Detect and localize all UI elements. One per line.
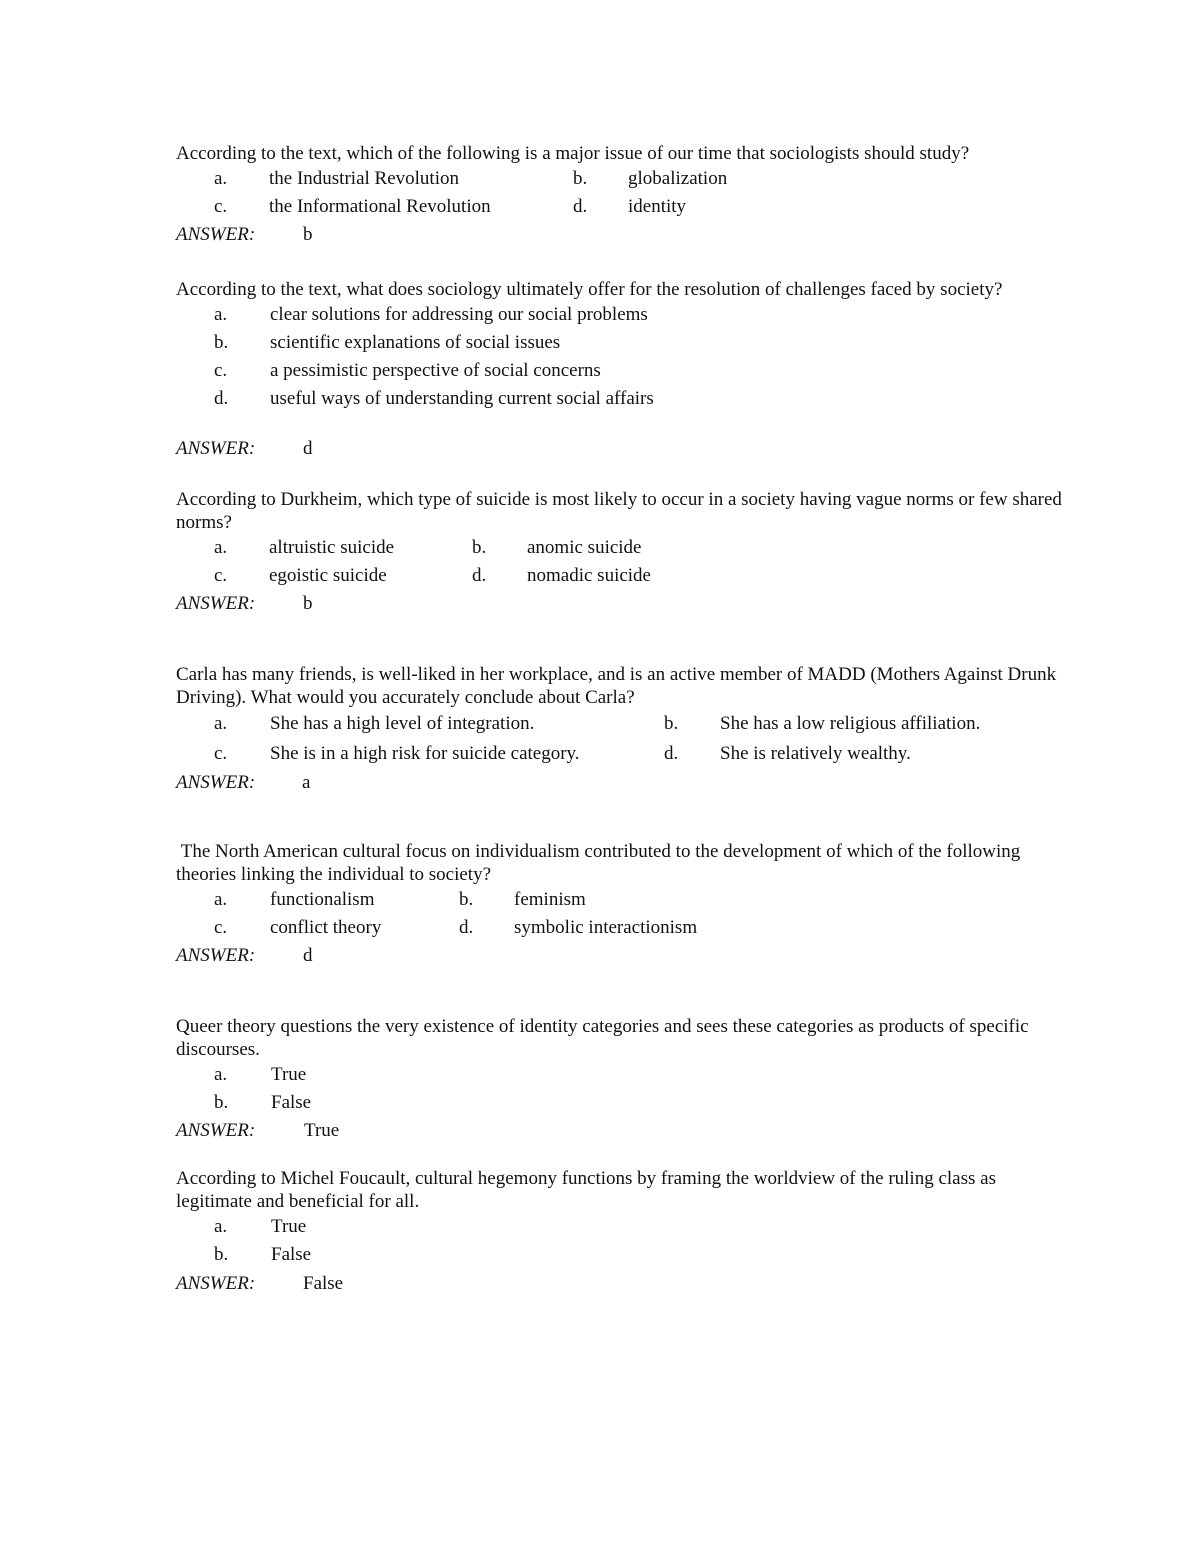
- answer-value: False: [303, 1273, 344, 1294]
- question-1: [176, 142, 1066, 249]
- option-text: symbolic interactionism: [514, 917, 698, 938]
- option-text: She is in a high risk for suicide category.: [270, 743, 580, 764]
- option-letter: a.: [214, 537, 228, 558]
- option-row: [176, 562, 1066, 590]
- option-row: [176, 357, 1066, 385]
- option-text: conflict theory: [270, 917, 382, 938]
- answer-value: True: [304, 1120, 340, 1141]
- option-letter: c.: [214, 360, 228, 381]
- option-letter: a.: [214, 713, 228, 734]
- question-3: [176, 488, 1066, 618]
- option-letter: b.: [214, 1244, 229, 1265]
- answer-line: [176, 1269, 1066, 1299]
- option-letter: a.: [214, 304, 228, 325]
- answer-label: ANSWER:: [176, 945, 256, 966]
- question-stem: Carla has many friends, is well-liked in her workplace, and is an active member of MADD (Mothers Against Drunk Driving). What would you accurately conclude about Carla?: [176, 664, 1057, 708]
- option-row: [176, 301, 1066, 329]
- option-row: [176, 165, 1066, 193]
- option-text: False: [271, 1244, 312, 1265]
- option-text: feminism: [514, 889, 586, 910]
- option-text: scientific explanations of social issues: [270, 332, 561, 353]
- option-letter: c.: [214, 743, 228, 764]
- question-stem: According to the text, what does sociology ultimately offer for the resolution of challenges faced by society?: [176, 279, 1003, 300]
- option-row: [176, 739, 1066, 769]
- option-row: [176, 329, 1066, 357]
- option-letter: d.: [573, 196, 588, 217]
- option-letter: c.: [214, 565, 228, 586]
- question-stem: Queer theory questions the very existence of identity categories and sees these categories as products of specific discourses.: [176, 1016, 1029, 1060]
- option-row: [176, 534, 1066, 562]
- option-letter: d.: [664, 743, 679, 764]
- option-row: [176, 709, 1066, 739]
- answer-line: [176, 1117, 1066, 1145]
- option-letter: a.: [214, 1216, 228, 1237]
- option-letter: b.: [214, 332, 229, 353]
- question-stem: The North American cultural focus on individualism contributed to the development of which of the following theories linking the individual to society?: [176, 841, 1025, 885]
- option-text: She is relatively wealthy.: [720, 743, 911, 764]
- answer-line: [176, 590, 1066, 618]
- option-text: anomic suicide: [527, 537, 642, 558]
- question-stem: According to the text, which of the following is a major issue of our time that sociologists should study?: [176, 143, 970, 164]
- answer-value: d: [303, 945, 313, 966]
- option-text: altruistic suicide: [269, 537, 395, 558]
- answer-label: ANSWER:: [176, 438, 256, 459]
- option-letter: d.: [214, 388, 229, 409]
- answer-label: ANSWER:: [176, 1120, 256, 1141]
- option-letter: a.: [214, 889, 228, 910]
- answer-line: [176, 942, 1066, 970]
- option-row: [176, 914, 1066, 942]
- option-row: [176, 886, 1066, 914]
- option-text: She has a low religious affiliation.: [720, 713, 981, 734]
- option-row: [176, 1089, 1066, 1117]
- option-text: the Informational Revolution: [269, 196, 491, 217]
- option-letter: b.: [664, 713, 679, 734]
- answer-value: a: [302, 772, 311, 793]
- question-4: [176, 663, 1066, 797]
- answer-label: ANSWER:: [176, 224, 256, 245]
- option-row: [176, 1213, 1066, 1241]
- option-letter: c.: [214, 196, 228, 217]
- answer-line: [176, 221, 1066, 249]
- question-2: [176, 278, 1066, 463]
- option-text: identity: [628, 196, 687, 217]
- option-row: [176, 1241, 1066, 1269]
- question-stem: According to Michel Foucault, cultural hegemony functions by framing the worldview of the ruling class as legitimate and beneficial for all.: [176, 1168, 996, 1212]
- option-letter: b.: [459, 889, 474, 910]
- option-letter: a.: [214, 1064, 228, 1085]
- option-letter: b.: [573, 168, 588, 189]
- question-7: [176, 1167, 1066, 1299]
- option-text: True: [271, 1216, 307, 1237]
- answer-label: ANSWER:: [176, 593, 256, 614]
- option-letter: a.: [214, 168, 228, 189]
- option-letter: d.: [472, 565, 487, 586]
- option-row: [176, 385, 1066, 413]
- option-row: [176, 193, 1066, 221]
- option-text: nomadic suicide: [527, 565, 651, 586]
- answer-label: ANSWER:: [176, 772, 256, 793]
- option-text: clear solutions for addressing our social problems: [270, 304, 648, 325]
- option-letter: b.: [472, 537, 487, 558]
- option-text: a pessimistic perspective of social concerns: [270, 360, 601, 381]
- option-text: useful ways of understanding current social affairs: [270, 388, 654, 409]
- option-letter: d.: [459, 917, 474, 938]
- option-text: the Industrial Revolution: [269, 168, 459, 189]
- option-letter: b.: [214, 1092, 229, 1113]
- answer-line: [176, 435, 1066, 463]
- answer-value: d: [303, 438, 313, 459]
- question-stem: According to Durkheim, which type of suicide is most likely to occur in a society having vague norms or few shared norms?: [176, 489, 1062, 533]
- option-letter: c.: [214, 917, 228, 938]
- question-6: [176, 1015, 1066, 1145]
- question-5: [176, 840, 1066, 970]
- answer-line: [176, 769, 1066, 797]
- option-text: She has a high level of integration.: [270, 713, 535, 734]
- option-text: False: [271, 1092, 312, 1113]
- option-row: [176, 1061, 1066, 1089]
- option-text: True: [271, 1064, 307, 1085]
- option-text: egoistic suicide: [269, 565, 387, 586]
- answer-value: b: [303, 224, 313, 245]
- answer-label: ANSWER:: [176, 1273, 256, 1294]
- option-text: globalization: [628, 168, 728, 189]
- option-text: functionalism: [270, 889, 375, 910]
- answer-value: b: [303, 593, 313, 614]
